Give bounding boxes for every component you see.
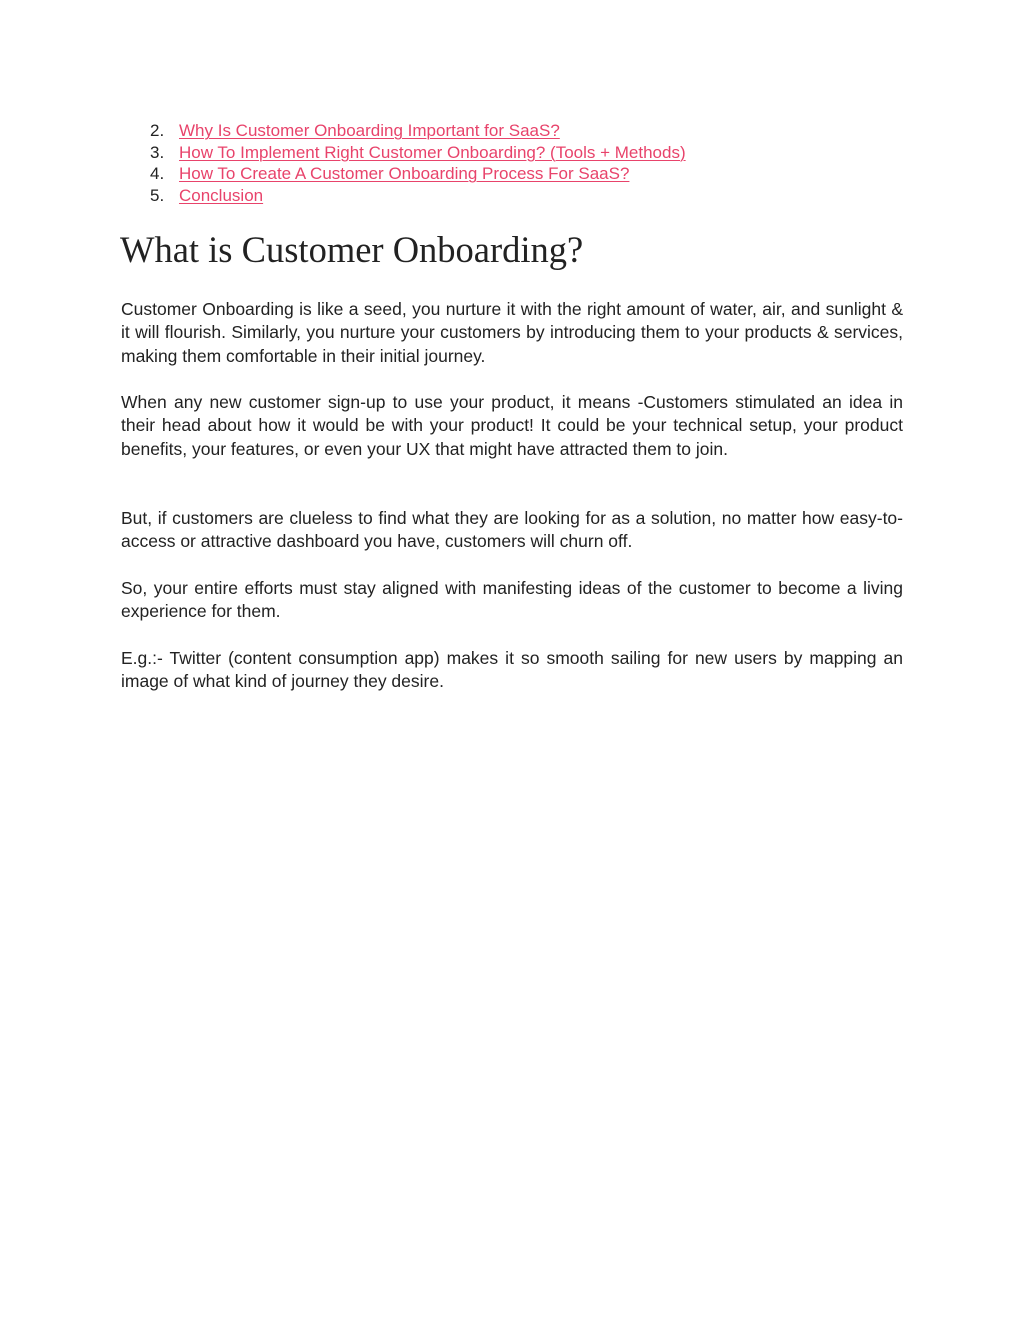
toc-link-why-important[interactable]: Why Is Customer Onboarding Important for SaaS?	[179, 121, 560, 140]
paragraph-intro: Customer Onboarding is like a seed, you nurture it with the right amount of water, air, and sunlight & it will flourish. Similarly, you nurture your customers by introducing them to your products & services, making them comfortable in their initial journey.	[121, 299, 903, 366]
toc-item	[121, 163, 901, 185]
section-heading: What is Customer Onboarding?	[120, 229, 584, 270]
paragraph-efforts: So, your entire efforts must stay aligned with manifesting ideas of the customer to become a living experience for them.	[121, 578, 903, 622]
toc-link-how-to-create[interactable]: How To Create A Customer Onboarding Process For SaaS?	[179, 164, 630, 183]
toc-link-how-to-implement[interactable]: How To Implement Right Customer Onboarding? (Tools + Methods)	[179, 142, 686, 162]
toc-item-number: 2.	[150, 121, 165, 140]
toc-item-number: 4.	[150, 164, 165, 183]
toc-item-number: 3.	[150, 142, 165, 162]
toc-item	[121, 120, 901, 142]
paragraph-example: E.g.:- Twitter (content consumption app) makes it so smooth sailing for new users by mapping an image of what kind of journey they desire.	[121, 648, 903, 692]
toc-link-conclusion[interactable]: Conclusion	[179, 185, 264, 205]
toc-item-number: 5.	[150, 185, 165, 205]
paragraph-churn: But, if customers are clueless to find what they are looking for as a solution, no matter how easy-to-access or attractive dashboard you have, customers will churn off.	[121, 508, 903, 552]
paragraph-sign-up: When any new customer sign-up to use your product, it means -Customers stimulated an idea in their head about how it would be with your product! It could be your technical setup, your product benefits, your features, or even your UX that might have attracted them to join.	[121, 392, 903, 459]
toc-item	[121, 142, 901, 164]
toc-item	[121, 185, 901, 207]
table-of-contents	[121, 120, 901, 206]
